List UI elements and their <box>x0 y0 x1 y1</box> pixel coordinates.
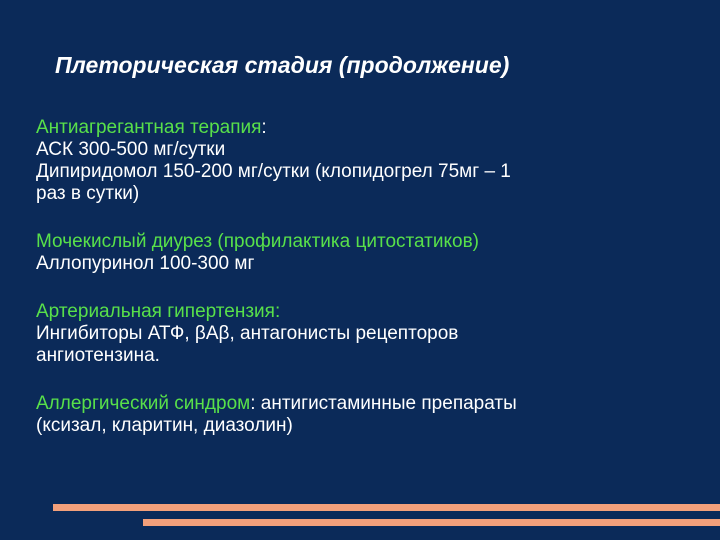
section-heading: Аллергический синдром <box>36 393 251 414</box>
section-line: Аллопуринол 100-300 мг <box>36 253 255 274</box>
section-heading: Артериальная гипертензия: <box>36 301 281 322</box>
section-line: ангиотензина. <box>36 345 160 366</box>
decorative-bar-top <box>53 504 720 511</box>
section-hypertension <box>36 301 696 367</box>
section-heading: Антиагрегантная терапия <box>36 117 262 138</box>
section-antiplatelet <box>36 117 696 205</box>
decorative-bar-bottom <box>143 519 720 526</box>
section-heading-suffix: : <box>261 117 267 138</box>
section-line: Дипиридомол 150-200 мг/сутки (клопидогрел 75мг – 1 <box>36 161 511 182</box>
section-heading-line <box>36 117 696 139</box>
section-line: (ксизал, кларитин, диазолин) <box>36 415 293 436</box>
section-heading: Мочекислый диурез (профилактика цитостатиков) <box>36 231 479 252</box>
section-line: раз в сутки) <box>36 183 140 204</box>
section-heading-line <box>36 393 696 415</box>
section-uric-diuresis <box>36 231 696 275</box>
section-line: Ингибиторы АТФ, βАβ, антагонисты рецепторов <box>36 323 459 344</box>
section-line: АСК 300-500 мг/сутки <box>36 139 226 160</box>
slide-title: Плеторическая стадия (продолжение) <box>55 52 510 78</box>
section-heading-rest: : антигистаминные препараты <box>250 393 517 414</box>
section-allergic <box>36 393 696 437</box>
slide-content <box>36 117 696 437</box>
